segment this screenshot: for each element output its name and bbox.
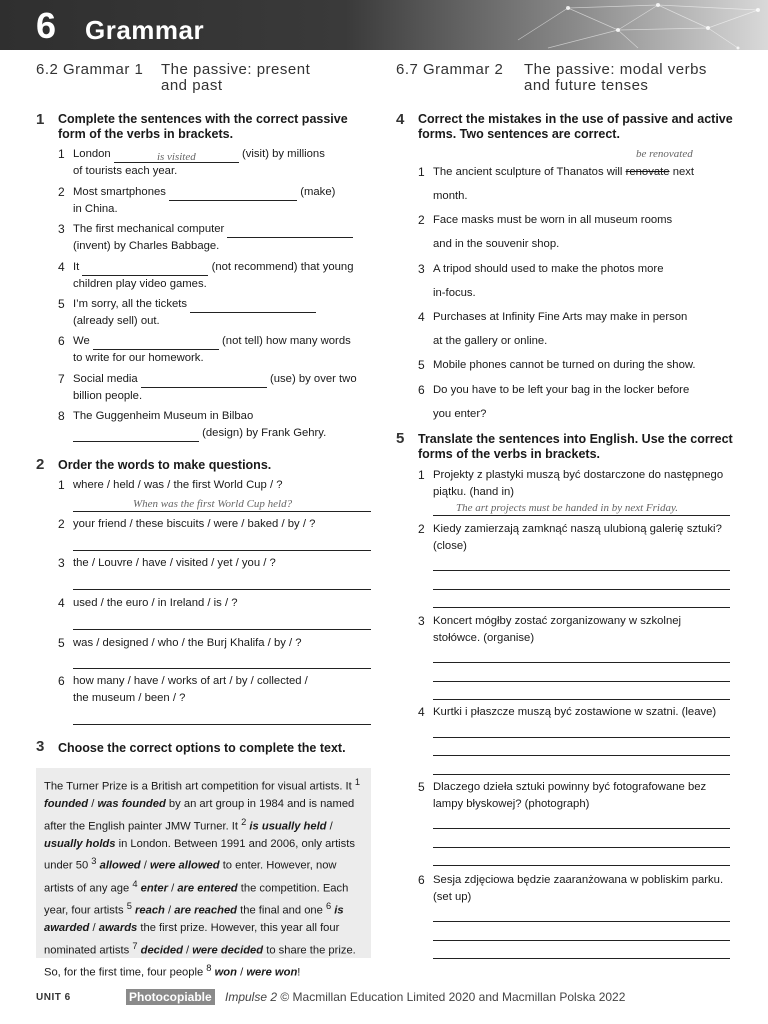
option[interactable]: is usually held xyxy=(249,820,327,833)
list-item: 8 The Guggenheim Museum in Bilbao (design) by Frank Gehry. xyxy=(73,408,373,442)
section-subtitle-line1: The passive: modal verbs xyxy=(524,61,707,78)
answer-line[interactable] xyxy=(73,550,371,551)
sample-answer: The art projects must be handed in by next Friday. xyxy=(456,502,679,514)
answer-line[interactable] xyxy=(433,958,730,959)
answer-line[interactable] xyxy=(433,774,730,775)
reading-text: The Turner Prize is a British art competition for visual artists. It $^1$ founded / was founded by an art group in 1984 and is named after the English painter JMW Turner. It $^2$ is usually held / usually holds in London. Between 1991 and 2006, only artists under 50 $^3$ allowed / were allowed to enter. However, now artists of any age $^4$ enter / are entered the competition. Each year, four artists $^5$ reach / are reached the final and one $^6$ is awarded / awards the first prize. However, this year all four nominated artists $^7$ decided / were decided to share the prize. So, for the first time, four people $^8$ won / were won! xyxy=(44,777,361,979)
footer-unit: UNIT 6 xyxy=(36,992,71,1003)
unit-number: 6 xyxy=(36,5,57,46)
answer-blank[interactable] xyxy=(93,336,219,350)
section-subtitle-line2: and future tenses xyxy=(524,77,649,94)
list-item: 1 Projekty z plastyki muszą być dostarczone do następnego piątku. (hand in) xyxy=(418,468,724,498)
list-item: 7 Social media (use) by over two billion people. xyxy=(58,372,357,402)
exercise-instruction: Order the words to make questions. xyxy=(58,458,272,472)
list-item: 5 Dlaczego dzieła sztuki powinny być fotografowane bez lampy błyskowej? (photograph) xyxy=(418,780,707,810)
list-item: 1 The ancient sculpture of Thanatos will renovate next month. xyxy=(418,165,695,202)
exercise-number: 3 xyxy=(36,738,45,755)
list-item: 1 where / held / was / the first World Cup / ? xyxy=(58,478,283,492)
answer-line[interactable] xyxy=(433,865,730,866)
option[interactable]: is awarded xyxy=(44,904,344,935)
list-item: 6 Sesja zdjęciowa będzie zaaranżowana w pobliskim parku. (set up) xyxy=(418,873,724,903)
exercise-instruction: Choose the correct options to complete the text. xyxy=(58,741,346,755)
list-item: 4 used / the euro / in Ireland / is / ? xyxy=(58,596,238,610)
exercise-number: 2 xyxy=(36,456,45,473)
answer-blank[interactable] xyxy=(227,224,353,238)
answer-line[interactable] xyxy=(73,668,371,669)
answer-line[interactable] xyxy=(433,607,730,608)
page-title: Grammar xyxy=(85,15,205,45)
option[interactable]: usually holds xyxy=(44,837,116,850)
copyright: Impulse 2 © Macmillan Education Limited 2020 and Macmillan Polska 2022 xyxy=(225,990,626,1004)
photocopiable-badge: Photocopiable xyxy=(126,989,215,1005)
exercise-number: 5 xyxy=(396,430,405,447)
list-item: 6 Do you have to be left your bag in the locker before you enter? xyxy=(418,383,690,420)
list-item: 4 Kurtki i płaszcze muszą być zostawione w szatni. (leave) xyxy=(418,705,717,719)
option[interactable]: awards xyxy=(98,922,138,935)
answer-blank[interactable]: is visited xyxy=(114,149,239,163)
answer-line[interactable] xyxy=(433,589,730,590)
option[interactable]: are reached xyxy=(174,904,238,917)
list-item: 6 We (not tell) how many words to write for our homework. xyxy=(58,334,351,364)
option[interactable]: was founded xyxy=(97,798,166,811)
list-item: 5 I’m sorry, all the tickets (already sell) out. xyxy=(73,296,373,330)
answer-line[interactable] xyxy=(73,511,371,512)
list-item: 3 the / Louvre / have / visited / yet / you / ? xyxy=(58,556,276,570)
option[interactable]: allowed xyxy=(99,860,141,873)
exercise-instruction: Translate the sentences into English. Use the correct forms of the verbs in brackets. xyxy=(418,432,733,461)
exercise-number: 4 xyxy=(396,111,405,128)
list-item: 3 A tripod should used to make the photos more in-focus. xyxy=(418,262,664,299)
section-subtitle-line1: The passive: present xyxy=(161,61,311,78)
answer-line[interactable] xyxy=(433,570,730,571)
list-item: 2 Most smartphones (make) in China. xyxy=(58,185,336,215)
answer-blank[interactable] xyxy=(141,374,267,388)
option[interactable]: were allowed xyxy=(149,860,220,873)
section-code: 6.2 Grammar 1 xyxy=(36,61,144,78)
sample-answer: When was the first World Cup held? xyxy=(133,498,293,510)
exercise-instruction: Correct the mistakes in the use of passive and active forms. Two sentences are correct. xyxy=(418,112,733,141)
list-item: 2 Face masks must be worn in all museum rooms and in the souvenir shop. xyxy=(418,213,673,250)
answer-line[interactable] xyxy=(433,662,730,663)
answer-line[interactable] xyxy=(433,828,730,829)
answer-line[interactable] xyxy=(73,589,371,590)
list-item: 1 London is visited (visit) by millions of tourists each year. xyxy=(58,147,325,177)
page-header xyxy=(0,0,768,50)
section-code: 6.7 Grammar 2 xyxy=(396,61,504,78)
answer-line[interactable] xyxy=(73,724,371,725)
answer-line[interactable] xyxy=(73,629,371,630)
list-item: 4 Purchases at Infinity Fine Arts may make in person at the gallery or online. xyxy=(418,310,688,347)
answer-blank[interactable] xyxy=(73,428,199,442)
list-item: 3 Koncert mógłby zostać zorganizowany w szkolnej stołówce. (organise) xyxy=(418,614,682,644)
answer-blank[interactable] xyxy=(169,187,297,201)
book-title: Impulse 2 xyxy=(225,990,278,1004)
option[interactable]: were won xyxy=(246,966,298,979)
list-item: 2 Kiedy zamierzają zamknąć naszą ulubioną galerię sztuki? (close) xyxy=(418,522,722,552)
answer-line[interactable] xyxy=(433,681,730,682)
list-item: 6 how many / have / works of art / by / collected / the museum / been / ? xyxy=(58,674,308,704)
exercise-number: 1 xyxy=(36,111,45,128)
list-item: 5 was / designed / who / the Burj Khalifa / by / ? xyxy=(58,636,302,650)
reading-text-box xyxy=(36,768,371,979)
section-subtitle-line2: and past xyxy=(161,77,223,94)
list-item: 4 It (not recommend) that young children play video games. xyxy=(58,260,354,290)
answer-line[interactable] xyxy=(433,737,730,738)
answer-line[interactable] xyxy=(433,921,730,922)
list-item: 2 your friend / these biscuits / were / baked / by / ? xyxy=(58,517,316,531)
option[interactable]: decided xyxy=(140,944,183,957)
sample-correction: be renovated xyxy=(636,148,693,160)
answer-line[interactable] xyxy=(433,699,730,700)
answer-line[interactable] xyxy=(433,940,730,941)
answer-line[interactable] xyxy=(433,847,730,848)
network-decoration-icon xyxy=(508,0,768,50)
exercise-instruction: Complete the sentences with the correct passive form of the verbs in brackets. xyxy=(58,112,348,141)
option[interactable]: are entered xyxy=(177,882,238,895)
list-item: 3 The first mechanical computer (invent) by Charles Babbage. xyxy=(73,221,373,255)
option[interactable]: reach xyxy=(135,904,165,917)
answer-line[interactable] xyxy=(433,755,730,756)
answer-blank[interactable] xyxy=(190,299,316,313)
option[interactable]: were decided xyxy=(192,944,264,957)
option[interactable]: enter xyxy=(140,882,168,895)
option[interactable]: founded xyxy=(44,798,89,811)
answer-line[interactable] xyxy=(433,515,730,516)
option[interactable]: won xyxy=(214,966,237,979)
answer-blank[interactable] xyxy=(82,262,208,276)
list-item: 5 Mobile phones cannot be turned on during the show. xyxy=(418,358,696,372)
